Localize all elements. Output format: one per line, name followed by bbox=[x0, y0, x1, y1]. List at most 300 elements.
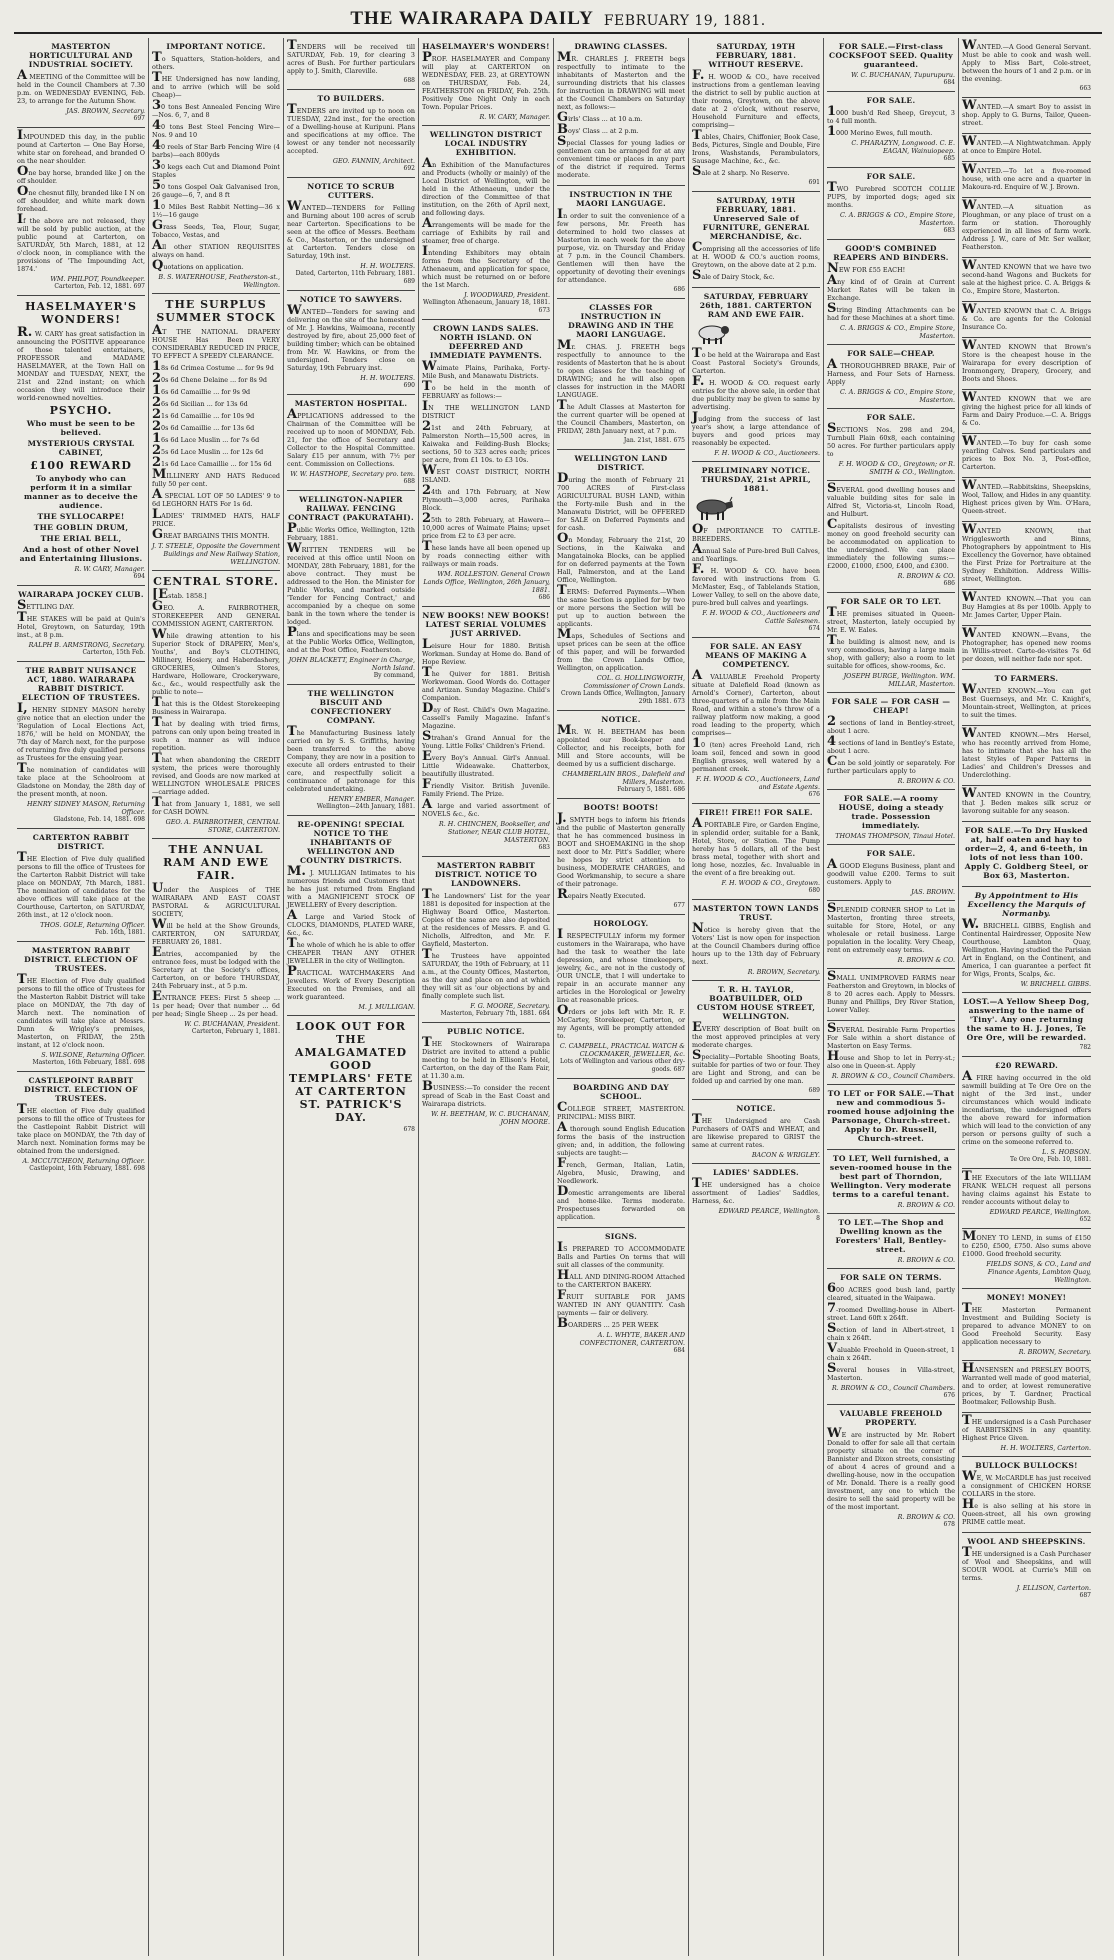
ad-heading: THE ANNUAL RAM AND EWE FAIR. bbox=[163, 843, 269, 882]
ad-signature: JOHN BLACKETT, Engineer in Charge, North Island. bbox=[288, 656, 415, 672]
ad-paragraph: WANTED KNOWN.—Evans, the Photographer, has opened new rooms in Willis-street. Carte-de-visites 7s 6d per dozen, will neither fade nor spot. bbox=[962, 626, 1091, 663]
ad-signature: J. WOODWARD, President. bbox=[464, 291, 550, 299]
advertisement bbox=[152, 294, 280, 571]
ad-heading: SATURDAY, 19TH FEBRUARY, 1881. Unreserved Sale of FURNITURE, GENERAL MERCHANDISE, &c. bbox=[702, 196, 810, 241]
ad-paragraph: WE are instructed by Mr. Robert Donald to offer for sale all that certain property situate on the corner of Bannister and Dixon streets, consisting of about 4 acres of ground and a dwelling-house, now in the occupation of Mr. Donald. There is a really good investment, any one to which the desire to sell the said property will be of the most important. bbox=[827, 1426, 955, 1511]
ad-signature: F. G. MOORE, Secretary. bbox=[470, 1002, 550, 1010]
ad-reference: 678 bbox=[403, 1126, 415, 1133]
ad-paragraph: SEVERAL good dwelling houses and valuable building sites for sale in Alfred St, Victoria-st, Lincoln Road, and Hulburt. bbox=[827, 481, 955, 518]
ad-reference: Castlepoint, 16th February, 1881. 698 bbox=[29, 1165, 145, 1172]
ad-paragraph: 20s 6d Camaillie ... for 13s 6d bbox=[152, 419, 255, 434]
advertisement bbox=[827, 845, 955, 901]
ad-signature: W. C. BUCHANAN, Tupurupuru. bbox=[850, 71, 955, 79]
ad-reference: Lots of Wellington and various other dry-goods. 687 bbox=[560, 1058, 685, 1073]
ad-paragraph: Waimate Plains, Parihaka, Forty-Mile Bush, and Manawatu Districts. bbox=[422, 359, 550, 380]
ad-reference: 686 bbox=[673, 286, 685, 293]
ad-signature: WM. PHILPOT, Poundkeeper. bbox=[50, 275, 145, 283]
ad-paragraph: One chesnut filly, branded like I N on off shoulder, and white mark down forehead. bbox=[17, 184, 145, 213]
advertisement bbox=[692, 288, 820, 462]
ad-heading: BOARDING AND DAY SCHOOL. bbox=[573, 1083, 669, 1101]
ad-signature: JOSEPH BURGE, Wellington. WM. MILLAR, Masterton. bbox=[843, 672, 955, 688]
ad-paragraph: A GOOD Eleguns Business, plant and goodwill value £200. Terms to suit customers. Apply to bbox=[827, 857, 955, 886]
ad-reference: Wellington—24th January, 1881. bbox=[316, 803, 415, 810]
ad-heading: FOR SALE.—A roomy HOUSE, doing a steady trade. Possession immediately. bbox=[838, 794, 944, 830]
ad-paragraph: Will be held at the Show Grounds, CARTERTON, ON SATURDAY, FEBRUARY 26, 1881. bbox=[152, 917, 280, 946]
column-7 bbox=[824, 38, 959, 1956]
advertisement bbox=[422, 126, 550, 320]
ad-paragraph: WANTED.—A Nightwatchman. Apply at once to Empire Hotel. bbox=[962, 134, 1091, 155]
ad-paragraph: SEVERAL Desirable Farm Properties For Sale within a short distance of Masterton on Easy Terms. bbox=[827, 1021, 955, 1050]
advertisement bbox=[962, 993, 1091, 1057]
ad-paragraph: All other STATION REQUISITES always on hand. bbox=[152, 238, 280, 259]
ad-paragraph: 25th to 28th February, at Hawera—10,000 acres of Waimate Plains; upset price from £2 to £3 per acre. bbox=[422, 511, 550, 540]
ad-paragraph: 21st and 24th February, at Palmerston North—15,500 acres, in Kaiwaka and Feilding-Bush Blocks; sections, 50 to 323 acres each; prices per acre, from £1 10s. to £3 10s. bbox=[422, 419, 550, 464]
ad-paragraph: Notice is hereby given that the Voters' List is now open for inspection at the Council Chambers during office hours up to the 13th day of February next. bbox=[692, 921, 820, 966]
ad-signature: J. ELLISON, Carterton. bbox=[1016, 1584, 1091, 1592]
ad-paragraph: That this is the Oldest Storekeeping Business in Wairarapa. bbox=[152, 695, 280, 716]
advertisement bbox=[152, 571, 280, 839]
ad-heading: FOR SALE.—First-class COCKSFOOT SEED. Quality guaranteed. bbox=[828, 42, 953, 69]
ad-heading: MASTERTON HOSPITAL. bbox=[294, 399, 408, 408]
ad-reference: 680 bbox=[808, 887, 820, 894]
advertisement bbox=[17, 296, 145, 586]
ad-subheading: THE SYLLOCARPE! bbox=[37, 512, 125, 521]
ad-paragraph: If the above are not released, they will be sold by public auction, at the public pound at Carterton, on SATURDAY, 5th March, 1881, at 12 o'clock noon, in compliance with the provisions of 'The Impounding Act, 1874.' bbox=[17, 212, 145, 273]
ad-reference: 683 bbox=[538, 844, 550, 851]
ad-paragraph: Repairs Neatly Executed. bbox=[557, 887, 646, 902]
advertisement bbox=[962, 434, 1091, 478]
advertisement bbox=[962, 726, 1091, 786]
ad-reference: Te Ore Ore, Feb. 10, 1881. bbox=[1009, 1156, 1091, 1163]
ad-heading: FOR SALE OR TO LET. bbox=[840, 597, 942, 606]
ad-heading: T. R. H. TAYLOR, BOATBUILDER, OLD CUSTOM HOUSE STREET, WELLINGTON. bbox=[696, 985, 816, 1021]
advertisement bbox=[827, 1085, 955, 1150]
ad-signature: R. BROWN & CO. bbox=[897, 1513, 955, 1521]
advertisement bbox=[962, 162, 1091, 198]
advertisement bbox=[422, 320, 550, 607]
ad-heading: FOR SALE — FOR CASH — CHEAP! bbox=[831, 697, 951, 715]
advertisement bbox=[827, 38, 955, 92]
ad-heading: PUBLIC NOTICE. bbox=[447, 1027, 525, 1036]
ad-paragraph: THE Undersigned are Cash Purchasers of OATS and WHEAT, and are likewise prepared to GRIST the same at current rates. bbox=[692, 1112, 820, 1149]
ad-heading: HASELMAYER'S WONDERS! bbox=[422, 42, 550, 51]
advertisement bbox=[827, 1214, 955, 1269]
ad-paragraph: Arrangements will be made for the carriage of Exhibits by rail and steamer, free of charge. bbox=[422, 216, 550, 245]
advertisement bbox=[962, 258, 1091, 302]
advertisement bbox=[287, 816, 415, 1016]
ad-paragraph: He is also selling at his store in Queen-street, all his own growing PRIME cattle meat. bbox=[962, 1497, 1091, 1526]
ad-paragraph: A THOROUGHBRED BRAKE, Pair of Harness, and Four Sets of Harness. Apply bbox=[827, 357, 955, 386]
advertisement bbox=[287, 1016, 415, 1138]
ad-paragraph: WRITTEN TENDERS will be received at this office until Noon on MONDAY, 28th February, 1881, for the above contract. They must be addressed to the Hon. the Minister for Public Works, and marked outside 'Tender for Fencing Contract,' and accompanied by a cheque on some bank in the town where the tender is lodged. bbox=[287, 541, 415, 626]
advertisement bbox=[962, 590, 1091, 626]
ad-paragraph: Girls' Class ... at 10 a.m. bbox=[557, 110, 643, 125]
ad-heading: NEW BOOKS! NEW BOOKS! LATEST SERIAL VOLUMES JUST ARRIVED. bbox=[422, 611, 550, 638]
ad-paragraph: These lands have all been opened up by roads connecting either with railways or main roads. bbox=[422, 539, 550, 568]
advertisement bbox=[692, 804, 820, 900]
ad-reference: 692 bbox=[403, 165, 415, 172]
ad-paragraph: Every Boy's Annual. Girl's Annual. Little Wideawake. Chatterbox, beautifully illustrated. bbox=[422, 749, 550, 778]
ad-paragraph: Sale of Dairy Stock, &c. bbox=[692, 268, 775, 283]
sheep-icon bbox=[692, 321, 820, 347]
ad-signature: JAS. BROWN, Secretary. bbox=[66, 107, 145, 115]
ad-signature: EDWARD PEARCE, Wellington. bbox=[989, 1208, 1091, 1216]
column-3 bbox=[284, 38, 419, 1956]
ad-paragraph: 16s 6d Lace Muslin ... for 7s 6d bbox=[152, 431, 260, 446]
ad-paragraph: Special Classes for young ladies or gentlemen can be arranged for at any convenient time or places in any part of the district if required. Terms moderate. bbox=[557, 134, 685, 179]
advertisement bbox=[962, 302, 1091, 338]
ad-signature: C. A. BRIGGS & CO., Empire Store, Masterton. bbox=[839, 388, 955, 404]
ad-paragraph: A thorough sound English Education forms the basis of the instruction given; and, in addition, the following subjects are taught:— bbox=[557, 1120, 685, 1157]
advertisement bbox=[827, 1405, 955, 1533]
ad-heading: NOTICE. bbox=[736, 1104, 776, 1113]
ad-heading: TO FARMERS. bbox=[994, 674, 1059, 683]
ad-paragraph: Valuable Freehold in Queen-street, 1 chain x 264ft. bbox=[827, 1341, 955, 1362]
ad-heading: TO LET.—The Shop and Dwelling known as the Foresters' Hall, Bentley-street. bbox=[835, 1218, 947, 1254]
ad-reference: 686 bbox=[538, 594, 550, 601]
ad-signature: R. BROWN & CO. bbox=[897, 1256, 955, 1264]
advertisement bbox=[962, 1533, 1091, 1604]
ad-reference: 687 bbox=[1079, 1592, 1091, 1599]
ad-heading: MASTERTON HORTICULTURAL AND INDUSTRIAL SOCIETY. bbox=[28, 42, 134, 69]
ad-paragraph: [Estab. 1858.] bbox=[152, 587, 207, 602]
ad-paragraph: THE Executors of the late WILLIAM FRANK WELCH request all persons having claims against his Estate to render accounts without delay to bbox=[962, 1169, 1091, 1206]
ad-paragraph: Entries, accompanied by the entrance fees, must be lodged with the Secretary at the Society's offices, Carterton, on or before THURSDAY, 24th February inst., at 5 p.m. bbox=[152, 945, 280, 990]
ad-signature: B. S. WATERHOUSE, Featherston-st., Wellington. bbox=[158, 273, 280, 289]
ad-reference: Carterton, 15th Feb. bbox=[82, 649, 145, 656]
ad-paragraph: WANTED.—To let a five-roomed house, with one acre and a quarter in Makoura-rd. Enquire of W. J. Brown. bbox=[962, 162, 1091, 191]
ad-reference: 676 bbox=[943, 1392, 955, 1399]
ad-reference: By command, bbox=[373, 672, 415, 679]
ad-paragraph: The whole of which he is able to offer CHEAPER THAN ANY OTHER JEWELLER in the city of Wellington. bbox=[287, 936, 415, 965]
ad-paragraph: MR. W. H. BEETHAM has been appointed our Book-keeper and Collector, and his receipts, both for Mill and Store accounts, will be deemed by us a sufficient discharge. bbox=[557, 723, 685, 768]
ad-paragraph: 30 kegs each Cut and Diamond Point Staples bbox=[152, 158, 280, 179]
ad-paragraph: Orders or jobs left with Mr. R. F. McCartey, Storekeeper, Carterton, or my Agents, will be promptly attended to. bbox=[557, 1003, 685, 1040]
ad-paragraph: Maps, Schedules of Sections and upset prices can be seen at the office of this paper, and will be forwarded from the Crown Lands Office, Wellington, on application. bbox=[557, 627, 685, 672]
ad-signature: J. T. STEELE, Opposite the Government Buildings and New Railway Station, WELLINGTON. bbox=[152, 542, 280, 566]
ad-signature: A. L. WHYTE, BAKER AND CONFECTIONER, CARTERTON. bbox=[579, 1331, 685, 1347]
ad-paragraph: WANTED KNOWN.—You can get Best Guernseys, and Mr. C. Knight's, Mountain-street, Wellington, at prices to suit the times. bbox=[962, 682, 1091, 719]
ad-signature: R. BROWN & CO. bbox=[897, 956, 955, 964]
ad-signature: C. PHARAZYN, Longwood. C. E. EAGAN, Wainuiopeep. bbox=[851, 139, 955, 155]
ad-paragraph: THE Undersigned has now landing, and to arrive (which will be sold Cheap)— bbox=[152, 70, 280, 99]
ad-reference: Wellington Athenaeum, January 18, 1881. 673 bbox=[423, 299, 550, 314]
advertisement bbox=[827, 969, 955, 1021]
ad-paragraph: An Exhibition of the Manufactures and Products (wholly or mainly) of the Local District of Wellington, will be held in the Athenaeum, under the direction of the Committee of that institution, on the 26th of April next, and following days. bbox=[422, 156, 550, 217]
masthead-title: THE WAIRARAPA DAILY bbox=[350, 8, 594, 29]
ad-heading: BULLOCK BULLOCKS! bbox=[975, 1461, 1078, 1470]
advertisement bbox=[827, 409, 955, 481]
ad-paragraph: I, HENRY SIDNEY MASON hereby give notice that an election under the 'Regulation of Local Elections Act, 1876,' will be held on MONDAY, the 7th day of March next, for the purpose of returning five duly qualified persons as Trustees for the ensuing year. bbox=[17, 701, 145, 762]
ad-paragraph: SMALL UNIMPROVED FARMS near Featherston and Greytown, in blocks of 8 to 20 acres each. Apply to Messrs. Bunny and Phillips, Dry River Station, Lower Valley. bbox=[827, 969, 955, 1014]
ad-paragraph: A MEETING of the Committee will be held in the Council Chambers at 7.30 p.m. on WEDNESDAY EVENING, Feb. 23, to arrange for the Autumn Show. bbox=[17, 68, 145, 105]
column-4 bbox=[419, 38, 554, 1956]
ad-paragraph: THE Masterton Permanent Investment and Building Society is prepared to advance MONEY to on Good Freehold Security. Easy application necessary to bbox=[962, 1301, 1091, 1346]
ad-reference: Masterton, February 7th, 1881. 684 bbox=[440, 1010, 550, 1017]
ad-reference: 685 bbox=[943, 155, 955, 162]
ad-heading: HOROLOGY. bbox=[593, 919, 649, 928]
ad-heading: IMPORTANT NOTICE. bbox=[166, 42, 266, 51]
ad-paragraph: WANTED KNOWN in the Country, that J. Beden makes silk scruz or lavorong suitable for any season. bbox=[962, 786, 1091, 815]
ad-paragraph: Mr. CHAS. J. FREETH begs respectfully to announce to the residents of Masterton that he is about to open classes for the teaching of DRAWING; and he will also open classes for instruction in the MAORI LANGUAGE. bbox=[557, 338, 685, 399]
ad-subheading: Who must be seen to be believed. bbox=[26, 419, 136, 437]
ad-paragraph: SECTIONS Nos. 298 and 294, Turnbull Plain 60x8, each containing 50 acres. For further particulars apply to bbox=[827, 421, 955, 458]
ad-paragraph: WE, W. McCARDLE has just received a consignment of CHICKEN HORSE COLLARS in the store. bbox=[962, 1469, 1091, 1498]
advertisement bbox=[692, 1100, 820, 1164]
ad-paragraph: The Quiver for 1881. British Workwoman. Good Words do. Cottager and Artizan. Sunday Magazine. Child's Companion. bbox=[422, 665, 550, 702]
ad-paragraph: 16s 6d Camaillie ... for 9s 9d bbox=[152, 383, 251, 398]
advertisement bbox=[557, 711, 685, 799]
ad-signature: F. H. WOOD & CO., Auctioneers. bbox=[714, 449, 820, 457]
ad-signature: R. H. CHINCHEN, Bookseller, and Stationer, NEAR CLUB HOTEL, MASTERTON. bbox=[438, 820, 550, 844]
advertisement bbox=[557, 799, 685, 915]
ad-paragraph: 24th and 17th February, at New Plymouth—3,000 acres, Parihaka Block. bbox=[422, 483, 550, 512]
advertisement bbox=[152, 839, 280, 1040]
ad-heading: £20 REWARD. bbox=[994, 1061, 1059, 1070]
ad-signature: C. CAMPBELL, PRACTICAL WATCH & CLOCKMAKER, JEWELLER, &c. bbox=[559, 1042, 685, 1058]
ad-paragraph: AT THE NATIONAL DRAPERY HOUSE Has Been VERY CONSIDERABLY REDUCED IN PRICE, TO EFFECT A SPEEDY CLEARANCE. bbox=[152, 323, 280, 360]
advertisement bbox=[962, 1169, 1091, 1229]
advertisement bbox=[557, 38, 685, 186]
ad-signature: R. BROWN & CO., Council Chambers. bbox=[831, 1072, 955, 1080]
ad-paragraph: String Binding Attachments can be had for these Machines at a short time. bbox=[827, 301, 955, 322]
ad-heading: CENTRAL STORE. bbox=[153, 575, 279, 588]
advertisement bbox=[962, 1289, 1091, 1361]
advertisement bbox=[17, 128, 145, 296]
ad-signature: W. W. HASTHOPE, Secretary pro. tem. bbox=[290, 470, 415, 478]
columns bbox=[14, 38, 1102, 1956]
ad-paragraph: 10 Miles Best Rabbit Netting—36 x 1½—16 gauge bbox=[152, 198, 280, 219]
ad-heading: LADIES' SADDLES. bbox=[713, 1168, 799, 1177]
ad-heading: FOR SALE. bbox=[866, 413, 916, 422]
advertisement bbox=[692, 638, 820, 804]
ad-paragraph: 4 sections of land in Bentley's Estate, about 1 acre. bbox=[827, 734, 955, 755]
ad-reference: 676 bbox=[808, 791, 820, 798]
advertisement bbox=[557, 186, 685, 299]
ad-paragraph: WANTED.—Rabbitskins, Sheepskins, Wool, Tallow, and Hides in any quantity. Highest prices given by Wm. O'Hara, Queen-street. bbox=[962, 478, 1091, 515]
ad-paragraph: 1000 bush'd Red Sheep, Greycut, 3 to 4 full month. bbox=[827, 104, 955, 125]
ad-paragraph: THE undersigned is a Cash Purchaser of Wool and Sheepskins, and will SCOUR WOOL at Currie's Mill on terms. bbox=[962, 1545, 1091, 1582]
ad-paragraph: MILLINERY AND HATS Reduced fully 50 per cent. bbox=[152, 467, 280, 488]
ad-subheading: THE ERIAL BELL, bbox=[40, 534, 122, 543]
ad-heading: DRAWING CLASSES. bbox=[574, 42, 668, 51]
ad-paragraph: GEO. A. FAIRBROTHER, STOREKEEPER AND GENERAL COMMISSION AGENT, CARTERTON. bbox=[152, 599, 280, 628]
ad-subheading: And a host of other Novel and Entertaining Illusions. bbox=[19, 545, 143, 563]
advertisement bbox=[962, 38, 1091, 98]
ad-paragraph: F. H. WOOD & CO. have been favored with instructions from G. McMaster, Esq., of Tablelands Station, Lower Valley, to sell on the above date, pure-bred bull calves and yearlings. bbox=[692, 562, 820, 607]
ad-paragraph: One bay horse, branded like J on the off shoulder. bbox=[17, 164, 145, 185]
ad-reference: 688 bbox=[403, 77, 415, 84]
ad-heading: NOTICE. bbox=[601, 715, 641, 724]
ad-heading: FOR SALE. AN EASY MEANS OF MAKING A COMPETENCY. bbox=[705, 642, 807, 669]
ad-signature: FIELDS SONS, & CO., Land and Finance Agents, Lambton Quay, Wellington. bbox=[986, 1260, 1091, 1284]
advertisement bbox=[17, 38, 145, 128]
ad-paragraph: HALL AND DINING-ROOM Attached to the CARTERTON BAKERY. bbox=[557, 1268, 685, 1289]
ad-heading: THE SURPLUS SUMMER STOCK bbox=[156, 298, 276, 324]
ad-paragraph: 25s 6d Lace Muslin ... for 12s 6d bbox=[152, 443, 264, 458]
ad-heading: FOR SALE. bbox=[866, 849, 916, 858]
ad-paragraph: HANSENSEN and PRESLEY BOOTS, Warranted well made of good material, and to order, at lowest remunerative prices, by T. Gardner, Practical Bootmaker, Fellowship Bush. bbox=[962, 1361, 1091, 1406]
ad-heading: GOOD'S COMBINED REAPERS AND BINDERS. bbox=[833, 244, 949, 262]
ad-reference: Carterton, Feb. 12, 1881. 697 bbox=[54, 283, 145, 290]
ad-signature: COL. G. HOLLINGWORTH, Commissioner of Crown Lands. bbox=[583, 674, 685, 690]
advertisement bbox=[287, 178, 415, 291]
ad-signature: JAS. BROWN. bbox=[911, 888, 955, 896]
ad-paragraph: COLLEGE STREET, MASTERTON. PRINCIPAL: MISS BIRT. bbox=[557, 1100, 685, 1121]
ad-paragraph: French, German, Italian, Latin, Algebra, Music, Drawing, and Needlework. bbox=[557, 1156, 685, 1185]
advertisement bbox=[17, 662, 145, 829]
advertisement bbox=[692, 900, 820, 981]
advertisement bbox=[962, 522, 1091, 590]
ad-heading: SATURDAY, FEBRUARY 26th, 1881. CARTERTON RAM AND EWE FAIR. bbox=[699, 292, 813, 319]
ad-paragraph: TWO Purebred SCOTCH COLLIE PUPS, by imported dogs; aged six months. bbox=[827, 180, 955, 209]
advertisement bbox=[962, 822, 1091, 887]
ad-reference: 683 bbox=[943, 227, 955, 234]
ad-paragraph: While drawing attention to his Superior Stock of DRAPERY, Men's, Youths', and Boy's CLOTHING, Millinery, Hosiery, and Haberdashery, GROCERIES, Oilmen's Stores, Hardware, Holloware, Crockeryware, &c., &c., would respectfully ask the public to note— bbox=[152, 627, 280, 696]
ad-signature: F. H. WOOD & CO., Greytown; or R. SMITH & CO., Wellington. bbox=[838, 460, 955, 476]
column-5 bbox=[554, 38, 689, 1956]
advertisement bbox=[962, 1413, 1091, 1457]
ad-paragraph: TERMS: Deferred Payments.—When the same Section is applied for by two or more persons the Section will be put up to auction between the applicants. bbox=[557, 583, 685, 628]
ad-paragraph: WANTED KNOWN.—Mrs Hersel, who has recently arrived from Home, has to intimate that she has all the latest Styles of Paper Patterns in Ladies' and Children's Dresses and Underclothing. bbox=[962, 726, 1091, 779]
ad-signature: R. BROWN & CO. bbox=[897, 1201, 955, 1209]
ad-reference: Feb. 16th, 1881. bbox=[95, 929, 145, 936]
ad-signature: CHAMBERLAIN BROS., Dalefield and Millers, Masterton. bbox=[562, 770, 685, 786]
ad-heading: MASTERTON RABBIT DISTRICT. NOTICE TO LANDOWNERS. bbox=[434, 861, 538, 888]
ad-paragraph: Comprising all the accessories of life at H. WOOD & CO.'s auction rooms, Greytown, on the above date at 2 p.m. bbox=[692, 240, 820, 269]
advertisement bbox=[692, 1164, 820, 1227]
ad-heading: By Appointment to His Excellency the Marquis of Normanby. bbox=[967, 891, 1086, 918]
ad-paragraph: 21s 6d Lace Camaillie ... for 15s 6d bbox=[152, 455, 272, 470]
ad-signature: BACON & WRIGLEY. bbox=[751, 1151, 820, 1159]
ad-signature: R. W. CARY, Manager. bbox=[74, 565, 145, 573]
ad-paragraph: The Trustees have appointed SATURDAY, the 19th of February, at 11 a.m., at the County Offices, Masterton, as the day and place on and at which they will sit as 'our objections by and finally complete such list. bbox=[422, 947, 550, 1000]
ad-paragraph: M. J. MULLIGAN Intimates to his numerous friends and Customers that he has just returned from England with a MAGNIFICENT STOCK OF JEWELLERY of Every description. bbox=[287, 864, 415, 909]
advertisement bbox=[962, 478, 1091, 522]
advertisement bbox=[827, 1150, 955, 1214]
ad-paragraph: 21s 6d Camaillie ... for 10s 9d bbox=[152, 407, 255, 422]
ad-paragraph: The Landowners' List for the year 1881 is deposited for inspection at the Highway Board Office, Masterton. Copies of the same are also deposited at the residences of Messrs. F. and G. Nicholls, Alfredton, and Mr. F. Gayfield, Masterton. bbox=[422, 887, 550, 948]
advertisement bbox=[962, 887, 1091, 993]
ad-heading: NOTICE TO SAWYERS. bbox=[299, 295, 403, 304]
ad-heading: CARTERTON RABBIT DISTRICT. bbox=[32, 833, 130, 851]
ad-heading: BOOTS! BOOTS! bbox=[583, 803, 659, 812]
ad-signature: R. BROWN & CO. bbox=[897, 572, 955, 580]
ad-paragraph: Leisure Hour for 1880. British Workman. Sunday at Home do. Band of Hope Review. bbox=[422, 637, 550, 666]
advertisement bbox=[287, 291, 415, 395]
ad-paragraph: IS PREPARED TO ACCOMMODATE Balls and Parties On terms that will suit all classes of the community. bbox=[557, 1240, 685, 1269]
advertisement bbox=[962, 1457, 1091, 1533]
ad-subheading: £100 REWARD bbox=[30, 459, 132, 472]
ad-heading: FOR SALE.—To Dry Husked at, half oaten and hay to order—2, 4, and 6-teeth, in lots of not less than 100. Apply C. Goldberg Steel, or Box 63, Masterton. bbox=[964, 826, 1089, 880]
ad-heading: WAIRARAPA JOCKEY CLUB. bbox=[18, 590, 144, 599]
advertisement bbox=[422, 1023, 550, 1130]
ad-reference: 688 bbox=[403, 478, 415, 485]
ad-paragraph: During the month of February 21 700 ACRES of First-class AGRICULTURAL BUSH LAND, within the Forty-mile Bush and in the Manawatu District, will be OFFERED for SALE on Deferred Payments and for cash. bbox=[557, 471, 685, 532]
ad-paragraph: 7-roomed Dwelling-house in Albert-street. Land 60ft x 264ft. bbox=[827, 1301, 955, 1322]
ad-paragraph: Intending Exhibitors may obtain forms from the Secretary of the Athenaeum, and application for space, which must be returned on or before the 1st March. bbox=[422, 244, 550, 289]
advertisement bbox=[557, 1079, 685, 1228]
ad-paragraph: F. H. WOOD & CO. request early entries for the above sale, in order that due publicity may be given to same by advertising. bbox=[692, 374, 820, 411]
ad-paragraph: THE STAKES will be paid at Quin's Hotel, Greytown, on Saturday, 19th inst., at 8 p.m. bbox=[17, 610, 145, 639]
masthead bbox=[14, 6, 1102, 34]
advertisement bbox=[287, 491, 415, 685]
ad-heading: TO LET or FOR SALE.—That new and commodious 5-roomed house adjoining the Parsonage, Church-street. Apply to Dr. Russell, Church-street. bbox=[827, 1089, 955, 1143]
ad-paragraph: WANTED—Tenders for sawing and delivering on the site of the homestead of Mr. J. Hawkins, Waimoana, recently destroyed by fire, about 25,000 feet of building timber; which can be obtained from Mr. W. Hawkins, or from the undersigned. Tenders close on Saturday, 19th February inst. bbox=[287, 303, 415, 372]
ad-heading: WOOL AND SHEEPSKINS. bbox=[967, 1537, 1086, 1546]
advertisement bbox=[287, 685, 415, 816]
advertisement bbox=[692, 38, 820, 192]
ad-paragraph: 40 reels of Star Barb Fencing Wire (4 barbs)—each 800yds bbox=[152, 138, 280, 159]
advertisement bbox=[827, 345, 955, 409]
ad-signature: R. BROWN, Secretary. bbox=[1018, 1348, 1091, 1356]
ad-paragraph: House and Shop to let in Perry-st.; also one in Queen-st. Apply bbox=[827, 1049, 955, 1070]
advertisement bbox=[827, 240, 955, 345]
ad-paragraph: 2 sections of land in Bentley-street, about 1 acre. bbox=[827, 714, 955, 735]
column-2 bbox=[149, 38, 284, 1956]
ad-signature: THOS. GOLE, Returning Officer. bbox=[40, 921, 145, 929]
ad-signature: F. H. WOOD & CO., Greytown. bbox=[721, 879, 820, 887]
ad-signature: A. MCCUTCHEON, Returning Officer. bbox=[22, 1157, 145, 1165]
advertisement bbox=[827, 168, 955, 240]
advertisement bbox=[557, 1228, 685, 1359]
advertisement bbox=[422, 38, 550, 126]
ad-heading: FOR SALE—CHEAP. bbox=[847, 349, 935, 358]
ad-paragraph: THE undersigned is a Cash Purchaser of RABBITSKINS in any quantity. Highest Price Given. bbox=[962, 1413, 1091, 1442]
ad-paragraph: A Large and Varied Stock of CLOCKS, DIAMONDS, PLATED WARE, &c., &c. bbox=[287, 908, 415, 937]
ad-paragraph: 1000 Merino Ewes, full mouth. bbox=[827, 124, 933, 139]
ad-reference: 691 bbox=[808, 179, 820, 186]
ad-paragraph: Day of Rest. Child's Own Magazine. Cassell's Family Magazine. Infant's Magazine. bbox=[422, 701, 550, 730]
advertisement bbox=[962, 1361, 1091, 1413]
ad-paragraph: WANTED.—A smart Boy to assist in shop. Apply to G. Burns, Tailor, Queen-street. bbox=[962, 98, 1091, 127]
ad-paragraph: To be held in the month of FEBRUARY as follows:— bbox=[422, 379, 550, 400]
ad-paragraph: A FIRE having occurred in the old sawmill building at Te Ore Ore on the night of the 3rd inst., under circumstances which would indicate incendiarism, the undersigned offers the above reward for information which will lead to the conviction of any person or persons guilty of such a crime on the someone referred to. bbox=[962, 1069, 1091, 1146]
ad-paragraph: WEST COAST DISTRICT, NORTH ISLAND. bbox=[422, 463, 550, 484]
advertisement bbox=[827, 481, 955, 593]
advertisement bbox=[962, 338, 1091, 390]
advertisement bbox=[17, 1072, 145, 1177]
ad-paragraph: Plans and specifications may be seen at the Public Works Office, Wellington, and at the Post Office, Featherston. bbox=[287, 625, 415, 654]
advertisement bbox=[557, 450, 685, 711]
ad-paragraph: A PORTABLE Fire, or Garden Engine, in splendid order, suitable for a Bank, Hotel, Store, or Station. The Pump hereby has 5 dollars, all of the best brass metal, together with short and long hose, nozzles, &c. Invaluable in the event of a fire breaking out. bbox=[692, 816, 820, 877]
advertisement bbox=[152, 38, 280, 294]
advertisement bbox=[17, 829, 145, 942]
advertisement bbox=[557, 299, 685, 450]
advertisement bbox=[962, 1057, 1091, 1169]
ad-paragraph: The Adult Classes at Masterton for the current quarter will be opened at the Council Chambers, Masterton, on FRIDAY, 28th January next, at 7 p.m. bbox=[557, 398, 685, 435]
ad-paragraph: Friendly Visitor. British Juvenile. Family Friend. The Prize. bbox=[422, 777, 550, 798]
ad-paragraph: R. W. CARY has great satisfaction in announcing the POSITIVE appearance of those talented entertainers, PROFESSOR and MADAME HASELMAYER, at the Town Hall on MONDAY and TUESDAY, NEXT, the 21st and 22nd instant; on which occasion they will introduce their world-renowned novelties. bbox=[17, 325, 145, 402]
ad-signature: F. H. WOOD & CO., Auctioneers, Land and Estate Agents. bbox=[695, 775, 820, 791]
ad-paragraph: SPLENDID CORNER SHOP to Let in Masterton, fronting three streets, suitable for Store, Hotel, or any wholesale or retail business. Large population in the locality. Very Cheap, rent on extremely easy terms. bbox=[827, 901, 955, 954]
ad-paragraph: MONEY TO LEND, in sums of £150 to £250, £500, £750. Also sums above £1000. Good freehold security. bbox=[962, 1229, 1091, 1258]
ad-paragraph: IMPOUNDED this day, in the public pound at Carterton — One Bay Horse, white star on forehead, and branded O on the near shoulder. bbox=[17, 128, 145, 165]
ad-heading: WELLINGTON LAND DISTRICT. bbox=[574, 454, 668, 472]
ad-paragraph: 26s 6d Sicilian ... for 13s 6d bbox=[152, 395, 248, 410]
ad-heading: WELLINGTON DISTRICT LOCAL INDUSTRY EXHIBITION. bbox=[429, 130, 543, 157]
column-8 bbox=[959, 38, 1094, 1956]
ad-paragraph: Domestic arrangements are liberal and home-like. Terms moderate. Prospectuses forwarded on application. bbox=[557, 1184, 685, 1221]
ad-paragraph: THE election of Five duly qualified persons to fill the office of Trustees for the Castlepoint Rabbit District will take place on MONDAY, the 7th day of March next. Nomination forms may be obtained from the undersigned. bbox=[17, 1102, 145, 1155]
ad-paragraph: J. SMYTH begs to inform his friends and the public of Masterton generally that he has commenced business in BOOT and SHOEMAKING in the shop next door to Mr. Pitt's Saddler, where he hopes by strict attention to business, MODERATE CHARGES, and Good Workmanship, to secure a share of their patronage. bbox=[557, 811, 685, 888]
ad-signature: HENRY EMBER, Manager. bbox=[328, 795, 415, 803]
ad-signature: R. BROWN, Secretary. bbox=[747, 968, 820, 976]
ad-paragraph: That by dealing with tried firms, patrons can only upon being treated in such a manner as will induce repetition. bbox=[152, 715, 280, 752]
ad-paragraph: The building is almost new, and is very commodious, having a large main shop, with gallery; also a room to let suitable for offices, show-rooms, &c. bbox=[827, 633, 955, 670]
ad-paragraph: 18s 6d Crimea Costume ... for 9s 9d bbox=[152, 359, 274, 374]
ad-signature: R. W. CARY, Manager. bbox=[479, 113, 550, 121]
